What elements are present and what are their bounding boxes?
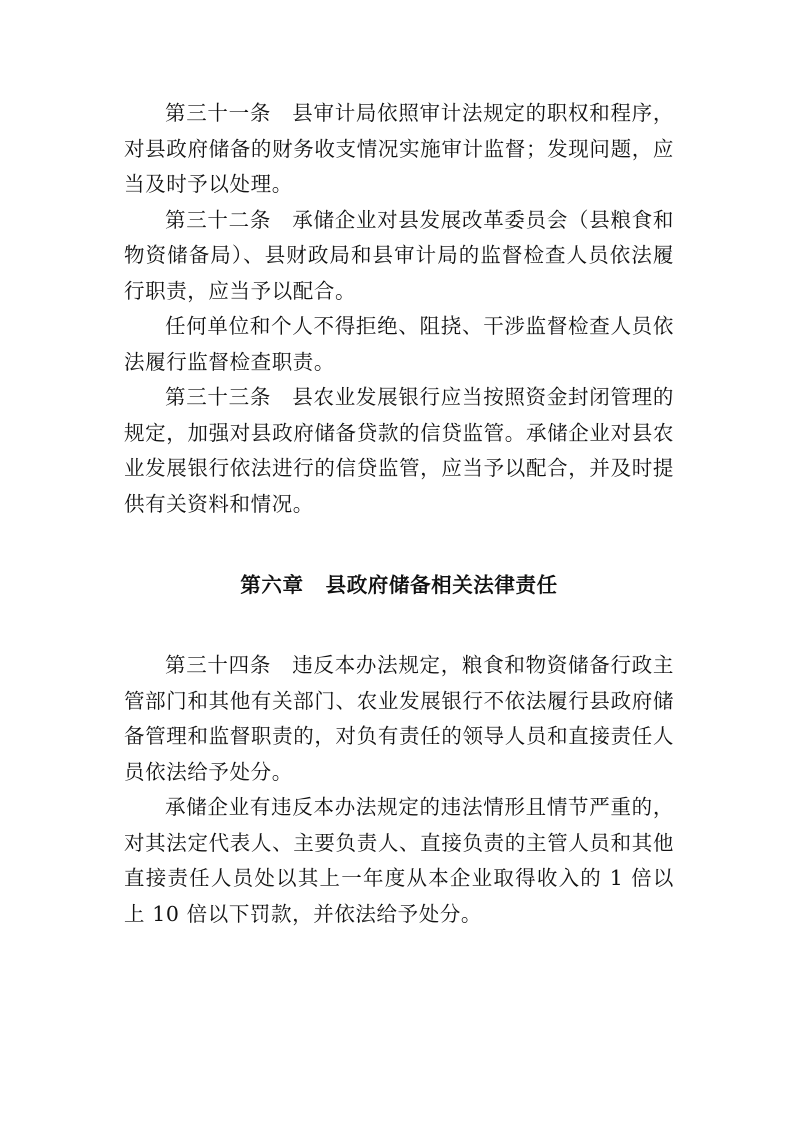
article-34: 第三十四条 违反本办法规定，粮食和物资储备行政主管部门和其他有关部门、农业发展银行不依法履行县政府储备管理和监督职责的，对负有责任的领导人员和直接责任人员依法给予处分。 (124, 653, 674, 784)
article-33: 第三十三条 县农业发展银行应当按照资金封闭管理的规定，加强对县政府储备贷款的信贷监管。承储企业对县农业发展银行依法进行的信贷监管，应当予以配合，并及时提供有关资料和情况。 (124, 385, 674, 516)
chapter-number: 第六章 (240, 573, 304, 597)
article-32: 第三十二条 承储企业对县发展改革委员会（县粮食和物资储备局）、县财政局和县审计局的监督检查人员依法履行职责，应当予以配合。 (124, 207, 674, 303)
article-31: 第三十一条 县审计局依照审计法规定的职权和程序，对县政府储备的财务收支情况实施审计监督；发现问题，应当及时予以处理。 (124, 101, 674, 196)
article-34-clause-2: 承储企业有违反本办法规定的违法情形且情节严重的，对其法定代表人、主要负责人、直接负责的主管人员和其他直接责任人员处以其上一年度从本企业取得收入的 1 倍以上 10 倍以下罚款，并依法给予处分。 (124, 795, 674, 926)
chapter-heading (124, 522, 674, 648)
document-page (124, 96, 674, 932)
article-32-clause-2: 任何单位和个人不得拒绝、阻挠、干涉监督检查人员依法履行监督检查职责。 (124, 314, 674, 374)
chapter-title: 县政府储备相关法律责任 (325, 573, 558, 597)
